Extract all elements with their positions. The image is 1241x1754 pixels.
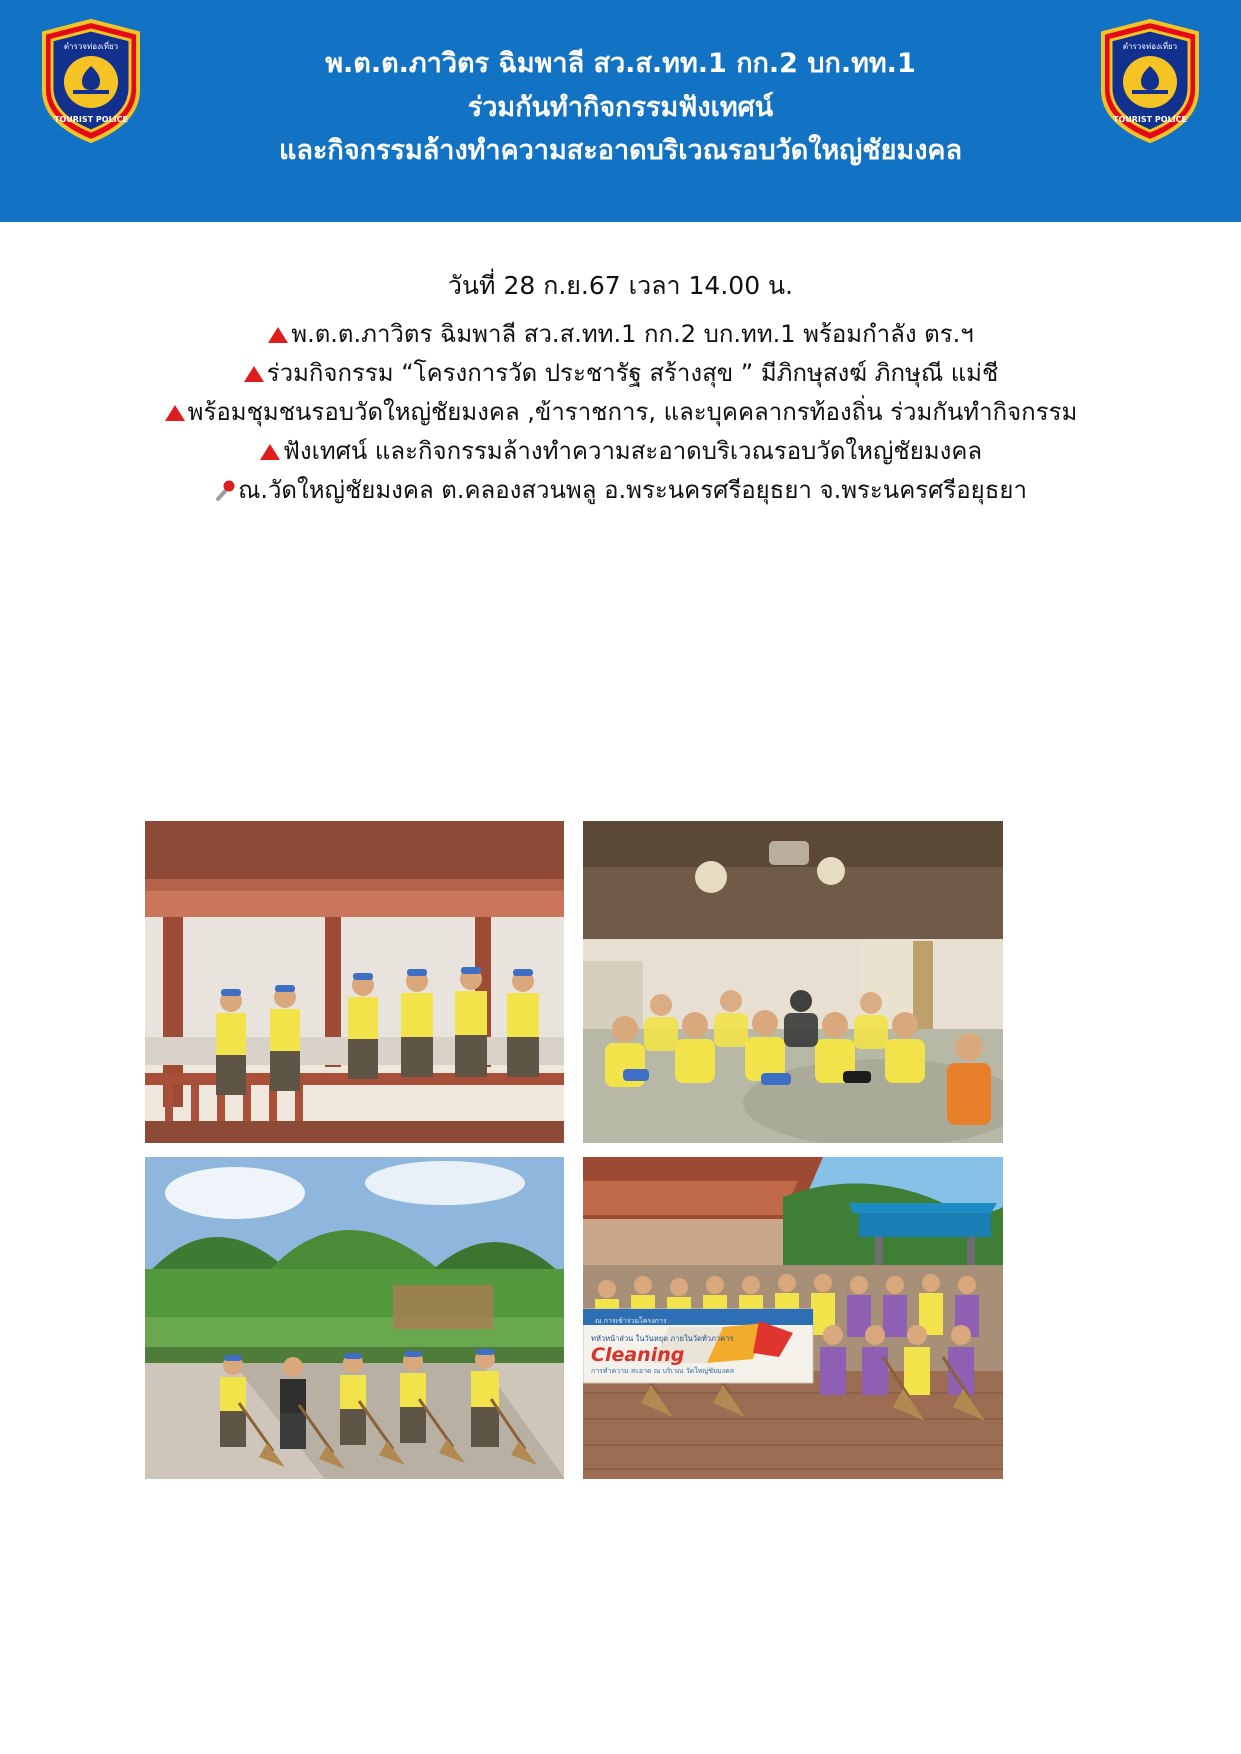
svg-text:การทำความ สะอาด ณ บริเวณ วัดให: การทำความ สะอาด ณ บริเวณ วัดใหญ่ชัยมงคล bbox=[591, 1367, 735, 1375]
description-text-1: พ.ต.ต.ภาวิตร ฉิมพาลี สว.ส.ทท.1 กก.2 บก.ทท.1 พร้อมกำลัง ตร.ฯ bbox=[291, 320, 974, 348]
event-description bbox=[0, 315, 1241, 509]
location-line bbox=[40, 471, 1201, 510]
svg-text:ตำรวจท่องเที่ยว: ตำรวจท่องเที่ยว bbox=[1122, 42, 1178, 51]
photo-sermon-hall bbox=[583, 821, 1003, 1143]
svg-text:ทหัวหน้าส่วน ในวันหยุด ภายในวั: ทหัวหน้าส่วน ในวันหยุด ภายในวัดทั่วภาคาร bbox=[591, 1334, 734, 1343]
description-text-2: ร่วมกิจกรรม “โครงการวัด ประชารัฐ สร้างสุข ” มีภิกษุสงฆ์ ภิกษุณี แม่ชี bbox=[266, 358, 999, 387]
description-line-2 bbox=[40, 354, 1201, 393]
page-title bbox=[190, 42, 1051, 173]
description-line-1 bbox=[40, 315, 1201, 354]
title-line-2: ร่วมกันทำกิจกรรมฟังเทศน์ bbox=[467, 91, 774, 123]
tourist-police-emblem-right bbox=[1097, 18, 1203, 144]
svg-text:TOURIST POLICE: TOURIST POLICE bbox=[54, 115, 128, 124]
photo-gallery bbox=[145, 821, 1003, 1479]
location-text: ณ.วัดใหญ่ชัยมงคล ต.คลองสวนพลู อ.พระนครศรีอยุธยา จ.พระนครศรีอยุธยา bbox=[238, 475, 1027, 504]
svg-text:Cleaning: Cleaning bbox=[591, 1344, 685, 1366]
tourist-police-emblem-left bbox=[38, 18, 144, 144]
event-date: วันที่ 28 ก.ย.67 เวลา 14.00 น. bbox=[447, 271, 794, 300]
red-triangle-bullet-icon bbox=[164, 396, 186, 416]
photo-sweeping-path bbox=[145, 1157, 564, 1479]
red-triangle-bullet-icon bbox=[267, 318, 289, 338]
red-triangle-bullet-icon bbox=[243, 357, 265, 377]
description-text-4: ฟังเทศน์ และกิจกรรมล้างทำความสะอาดบริเวณรอบวัดใหญ่ชัยมงคล bbox=[282, 436, 983, 465]
description-line-4 bbox=[40, 432, 1201, 471]
header-banner bbox=[0, 0, 1241, 222]
description-line-3 bbox=[40, 393, 1201, 432]
photo-group-banner bbox=[583, 1157, 1003, 1479]
photo-group-pavilion bbox=[145, 821, 564, 1143]
svg-text:ตำรวจท่องเที่ยว: ตำรวจท่องเที่ยว bbox=[63, 42, 119, 51]
document-body bbox=[0, 268, 1241, 1375]
svg-text:ณ การเข้าร่วมโครงการ: ณ การเข้าร่วมโครงการ bbox=[595, 1317, 667, 1325]
description-text-3: พร้อมชุมชนรอบวัดใหญ่ชัยมงคล ,ข้าราชการ, และบุคคลากรท้องถิ่น ร่วมกันทำกิจกรรม bbox=[187, 397, 1078, 426]
red-triangle-bullet-icon bbox=[259, 435, 281, 455]
title-line-3: และกิจกรรมล้างทำความสะอาดบริเวณรอบวัดใหญ่ชัยมงคล bbox=[278, 135, 963, 167]
svg-text:TOURIST POLICE: TOURIST POLICE bbox=[1113, 115, 1187, 124]
map-pin-icon bbox=[214, 475, 236, 499]
title-line-1: พ.ต.ต.ภาวิตร ฉิมพาลี สว.ส.ทท.1 กก.2 บก.ทท.1 bbox=[325, 48, 916, 79]
